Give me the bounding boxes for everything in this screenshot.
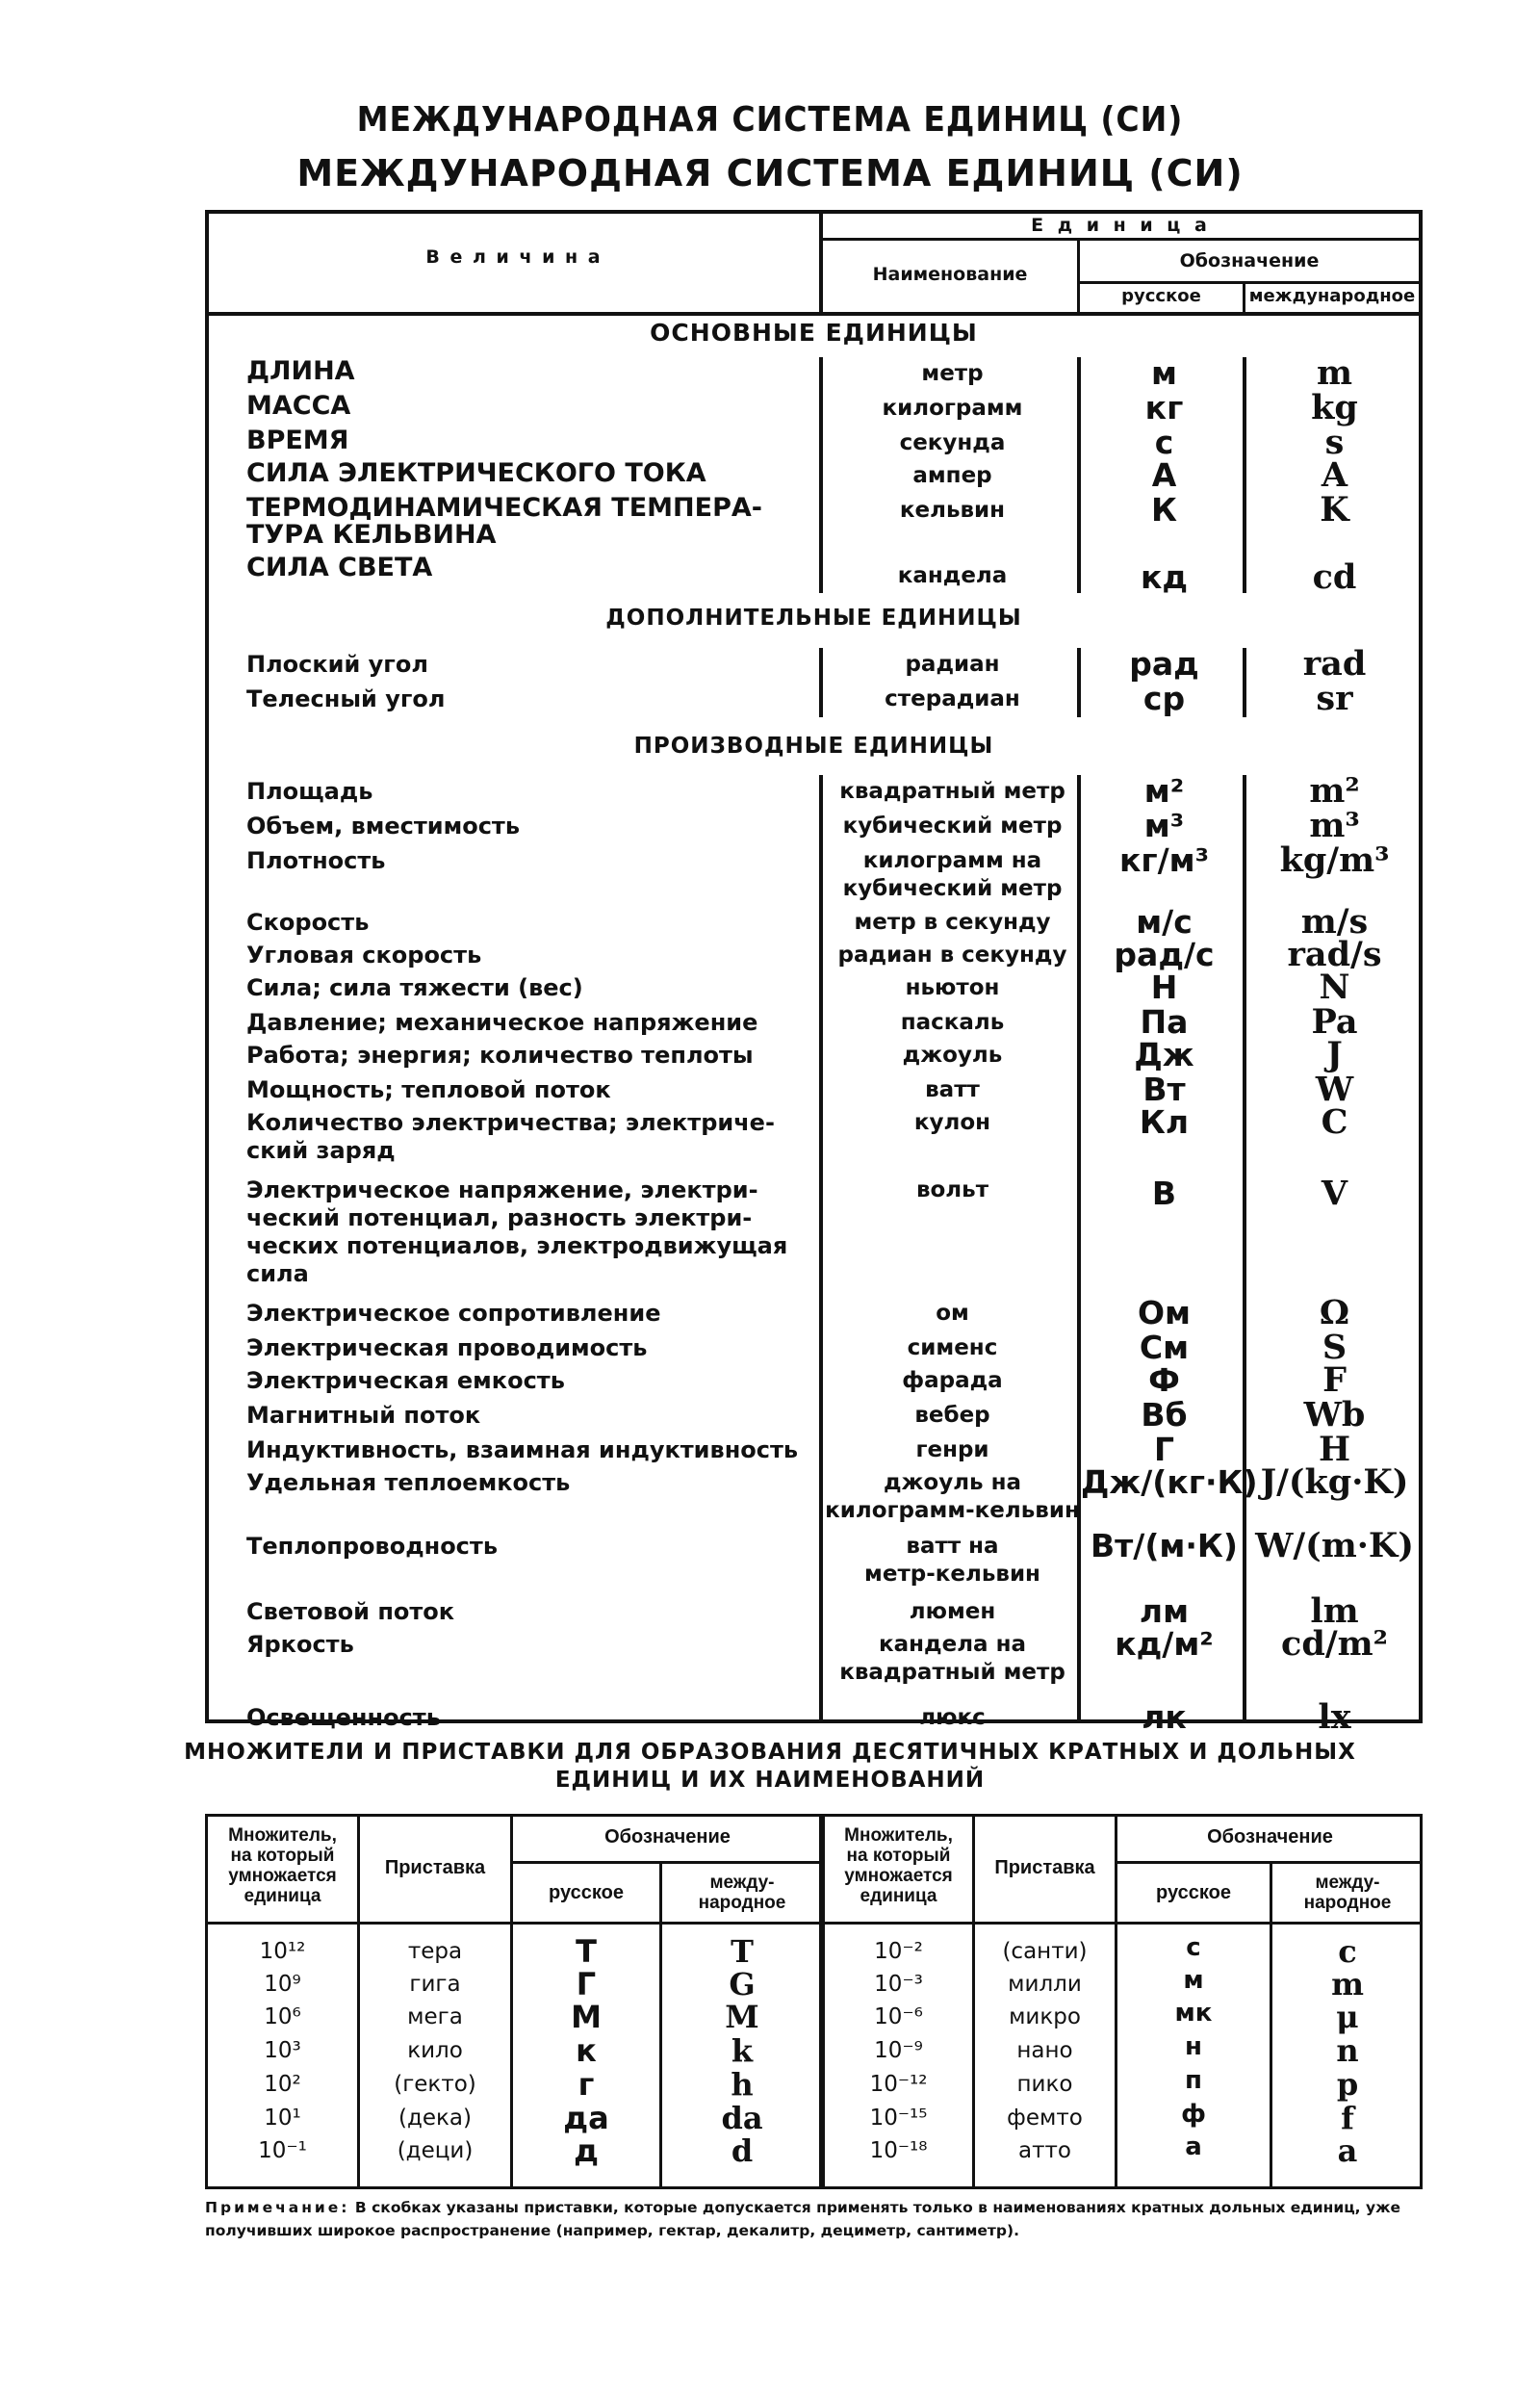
symbol-international: m² — [1309, 771, 1360, 811]
multiplier: 10⁻² — [874, 1939, 923, 1964]
symbol-international: J — [1326, 1035, 1343, 1074]
symbol-russian: кд/м² — [1115, 1625, 1214, 1663]
symbol-russian: Ом — [1137, 1294, 1192, 1331]
multiplier: 10⁻¹⁸ — [869, 2138, 928, 2163]
symbol-international: J/(kg·K) — [1260, 1462, 1409, 1502]
quantity-name: Плотность — [246, 847, 386, 874]
prefix-symbol-international: M — [725, 1999, 759, 2035]
unit-name: фарада — [902, 1368, 1003, 1393]
prefix-symbol-russian: Т — [576, 1933, 597, 1970]
symbol-russian: См — [1139, 1329, 1190, 1366]
quantity-name: Индуктивность, взаимная индуктивность — [246, 1436, 799, 1463]
quantity-name: Магнитный поток — [246, 1402, 481, 1429]
multiplier: 10⁻⁶ — [874, 2004, 923, 2029]
prefix-symbol-international: m — [1331, 1966, 1364, 2002]
prefix-name: пико — [1016, 2072, 1073, 2097]
symbol-international: m/s — [1300, 902, 1369, 942]
symbol-international: V — [1321, 1174, 1348, 1213]
multiplier: 10⁻¹⁵ — [869, 2106, 928, 2131]
quantity-name: ДЛИНА — [246, 356, 355, 386]
prefix-symbol-international: h — [731, 2066, 754, 2103]
quantity-name: Яркость — [246, 1631, 354, 1658]
prefix-symbol-russian: М — [571, 1999, 602, 2035]
multiplier: 10⁹ — [264, 1972, 301, 1997]
prefix-symbol-russian: п — [1185, 2066, 1202, 2095]
symbol-russian: ср — [1142, 680, 1186, 717]
footnote-text: В скобках указаны приставки, которые допускается применять только в наименованиях кратных дольных единиц, уже получивших широкое распространение (например, гектар, декалитр, дециметр, сантиметр). — [205, 2199, 1401, 2239]
symbol-international: rad/s — [1287, 935, 1382, 974]
multiplier: 10² — [264, 2072, 301, 2097]
prefix-symbol-international: a — [1337, 2132, 1358, 2169]
symbol-russian: Н — [1150, 969, 1178, 1006]
page-title: МЕЖДУНАРОДНАЯ СИСТЕМА ЕДИНИЦ (СИ) — [356, 100, 1184, 140]
section-title-derived: ПРОИЗВОДНЫЕ ЕДИНИЦЫ — [633, 734, 994, 759]
quantity-name: Работа; энергия; количество теплоты — [246, 1042, 754, 1069]
unit-name: ватт на метр-кельвин — [864, 1534, 1040, 1587]
header-international: международное — [1248, 286, 1416, 306]
symbol-international: C — [1321, 1102, 1348, 1142]
prefix-symbol-international: f — [1341, 2100, 1354, 2136]
unit-name: ом — [936, 1301, 969, 1326]
symbol-russian: Па — [1140, 1003, 1189, 1041]
multiplier: 10³ — [264, 2038, 301, 2063]
unit-name: кубический метр — [842, 814, 1063, 839]
symbol-russian: м/с — [1136, 903, 1193, 941]
prefix-name: (гекто) — [394, 2072, 476, 2097]
prefix-name: гига — [409, 1972, 461, 1997]
prefix-header-multiplier-right: Множитель, на который умножается единица — [844, 1825, 953, 1906]
unit-name: джоуль — [902, 1043, 1003, 1068]
unit-name: паскаль — [900, 1010, 1005, 1035]
multiplier: 10⁶ — [264, 2004, 301, 2029]
prefix-symbol-international: c — [1338, 1933, 1357, 1970]
prefix-symbol-russian: д — [574, 2132, 599, 2169]
prefix-symbol-international: k — [731, 2032, 754, 2069]
quantity-name: Освещенность — [246, 1704, 441, 1731]
symbol-russian: лм — [1139, 1592, 1190, 1630]
multiplier: 10⁻¹ — [258, 2138, 307, 2163]
prefix-name: атто — [1018, 2138, 1071, 2163]
symbol-russian: рад/с — [1114, 936, 1215, 973]
symbol-international: cd/m² — [1281, 1624, 1388, 1664]
quantity-name: Телесный угол — [246, 685, 446, 712]
prefix-header-russian-right: русское — [1156, 1882, 1231, 1903]
prefix-symbol-russian: с — [1186, 1933, 1201, 1962]
unit-name: килограмм — [882, 396, 1023, 421]
symbol-international: F — [1322, 1360, 1347, 1400]
quantity-name: Сила; сила тяжести (вес) — [246, 974, 583, 1001]
prefix-symbol-international: μ — [1336, 1999, 1359, 2035]
multiplier: 10¹ — [264, 2106, 301, 2131]
header-unit: Е д и н и ц а — [1031, 215, 1211, 236]
quantity-name: СИЛА СВЕТА — [246, 553, 433, 582]
symbol-international: sr — [1316, 679, 1353, 718]
symbol-russian: лк — [1142, 1698, 1187, 1736]
prefix-symbol-international: T — [731, 1933, 754, 1970]
prefix-symbol-russian: г — [578, 2066, 595, 2103]
symbol-international: A — [1321, 455, 1348, 495]
prefix-name: тера — [407, 1939, 463, 1964]
prefix-header-russian-left: русское — [549, 1882, 624, 1903]
unit-name: радиан в секунду — [837, 943, 1067, 968]
header-quantity: В е л и ч и н а — [425, 246, 603, 268]
symbol-russian: Вт — [1142, 1071, 1186, 1108]
unit-name: вольт — [915, 1177, 989, 1202]
prefix-header-prefix-left: Приставка — [384, 1857, 486, 1878]
quantity-name: Световой поток — [246, 1598, 455, 1625]
symbol-international: s — [1324, 423, 1345, 462]
si-units-table — [205, 210, 1423, 1737]
symbol-russian: В — [1151, 1175, 1177, 1212]
prefix-symbol-international: d — [731, 2132, 754, 2169]
unit-name: метр в секунду — [854, 910, 1051, 935]
quantity-name: Электрическое напряжение, электри- ческий потенциал, разность электри- ческих потенциалов, электродвижущая сила — [246, 1176, 788, 1287]
unit-name: секунда — [899, 430, 1006, 455]
prefix-symbol-russian: к — [576, 2032, 597, 2069]
multiplier: 10⁻³ — [874, 1972, 923, 1997]
prefix-symbol-russian: Г — [576, 1966, 597, 2002]
section-title-supplementary: ДОПОЛНИТЕЛЬНЫЕ ЕДИНИЦЫ — [605, 606, 1022, 631]
prefix-symbol-russian: да — [563, 2100, 609, 2136]
unit-name: радиан — [905, 652, 1000, 677]
prefix-name: милли — [1008, 1972, 1082, 1997]
symbol-russian: м — [1151, 354, 1177, 392]
prefix-symbol-russian: н — [1185, 2032, 1202, 2061]
unit-name: генри — [915, 1437, 989, 1462]
prefix-symbol-international: G — [729, 1966, 756, 2002]
symbol-russian: Г — [1153, 1431, 1175, 1468]
unit-name: кулон — [913, 1110, 991, 1135]
symbol-international: rad — [1302, 644, 1367, 684]
quantity-name: Давление; механическое напряжение — [246, 1009, 758, 1036]
unit-name: сименс — [907, 1335, 998, 1360]
quantity-name: Теплопроводность — [246, 1533, 498, 1560]
unit-name: кандела — [897, 563, 1008, 588]
symbol-international: Wb — [1303, 1395, 1366, 1434]
footnote — [205, 2196, 1423, 2242]
unit-name: вебер — [914, 1403, 990, 1428]
symbol-international: kg/m³ — [1279, 840, 1390, 880]
unit-name: стерадиан — [885, 686, 1020, 711]
unit-name: килограмм на кубический метр — [842, 848, 1063, 901]
prefix-name: микро — [1009, 2004, 1081, 2029]
unit-name: ампер — [912, 463, 992, 488]
prefix-header-international-left: между- народное — [698, 1873, 786, 1913]
symbol-international: cd — [1312, 557, 1357, 597]
symbol-international: Ω — [1319, 1293, 1350, 1332]
prefix-symbol-international: da — [721, 2100, 763, 2136]
quantity-name: Мощность; тепловой поток — [246, 1076, 611, 1103]
symbol-russian: кг — [1144, 389, 1184, 426]
symbol-international: N — [1319, 968, 1350, 1007]
prefix-name: (дека) — [398, 2106, 472, 2131]
symbol-international: m — [1316, 353, 1353, 393]
quantity-name: Электрическая проводимость — [246, 1334, 648, 1361]
quantity-name: Электрическая емкость — [246, 1367, 565, 1394]
symbol-international: W — [1315, 1070, 1354, 1109]
unit-name: квадратный метр — [839, 779, 1065, 804]
unit-name: ньютон — [905, 975, 1000, 1000]
unit-name: джоуль на килограмм-кельвин — [825, 1470, 1080, 1523]
symbol-russian: с — [1154, 424, 1174, 461]
prefix-name: (санти) — [1002, 1939, 1088, 1964]
symbol-russian: м³ — [1143, 807, 1185, 844]
quantity-name: Удельная теплоемкость — [246, 1469, 571, 1496]
quantity-name: Плоский угол — [246, 651, 428, 678]
header-russian: русское — [1121, 286, 1201, 306]
symbol-international: H — [1318, 1430, 1351, 1469]
prefix-header-designation-right: Обозначение — [1207, 1826, 1333, 1847]
symbol-russian: кд — [1140, 558, 1189, 596]
unit-name: люкс — [919, 1705, 986, 1730]
symbol-russian: К — [1151, 491, 1177, 529]
prefix-header-designation-left: Обозначение — [604, 1826, 731, 1847]
multiplier: 10⁻⁹ — [874, 2038, 923, 2063]
prefix-name: нано — [1016, 2038, 1073, 2063]
symbol-russian: А — [1151, 456, 1177, 494]
multiplier: 10¹² — [259, 1939, 306, 1964]
unit-name: ватт — [925, 1077, 980, 1102]
quantity-name: Площадь — [246, 778, 373, 805]
prefix-symbol-international: n — [1336, 2032, 1359, 2069]
symbol-international: Pa — [1311, 1002, 1358, 1042]
symbol-russian: Дж/(кг·К) — [1081, 1463, 1258, 1501]
unit-name: кандела на квадратный метр — [839, 1632, 1065, 1685]
quantity-name: Угловая скорость — [246, 942, 482, 969]
quantity-name: МАССА — [246, 391, 351, 421]
symbol-international: K — [1320, 490, 1349, 530]
page-title-secondary: МЕЖДУНАРОДНАЯ СИСТЕМА ЕДИНИЦ (СИ) — [296, 152, 1244, 194]
prefix-symbol-russian: м — [1183, 1966, 1204, 1995]
header-name: Наименование — [872, 264, 1028, 285]
quantity-name: Объем, вместимость — [246, 813, 521, 840]
prefix-table-title: МНОЖИТЕЛИ И ПРИСТАВКИ ДЛЯ ОБРАЗОВАНИЯ ДЕСЯТИЧНЫХ КРАТНЫХ И ДОЛЬНЫХ ЕДИНИЦ И ИХ НАИМЕНОВАНИЙ — [184, 1740, 1356, 1793]
prefix-name: фемто — [1007, 2106, 1083, 2131]
header-designation: Обозначение — [1179, 250, 1320, 271]
section-title-base: ОСНОВНЫЕ ЕДИНИЦЫ — [650, 319, 978, 347]
quantity-name: Скорость — [246, 909, 370, 936]
prefix-header-international-right: между- народное — [1303, 1873, 1392, 1913]
unit-name: кельвин — [899, 498, 1006, 523]
symbol-russian: Дж — [1134, 1036, 1194, 1073]
quantity-name: Количество электричества; электриче- ский заряд — [246, 1109, 775, 1164]
prefix-symbol-russian: ф — [1181, 2100, 1206, 2129]
symbol-international: lm — [1310, 1591, 1359, 1631]
unit-name: люмен — [909, 1599, 996, 1624]
prefix-header-multiplier-left: Множитель, на который умножается единица — [228, 1825, 337, 1906]
prefix-symbol-russian: мк — [1174, 1999, 1213, 2028]
symbol-russian: Ф — [1148, 1361, 1180, 1399]
symbol-russian: Вб — [1141, 1396, 1188, 1434]
symbol-russian: кг/м³ — [1118, 841, 1210, 879]
symbol-international: W/(m·K) — [1255, 1526, 1414, 1565]
symbol-international: lx — [1318, 1697, 1351, 1737]
symbol-russian: Кл — [1139, 1103, 1190, 1141]
prefix-name: кило — [407, 2038, 463, 2063]
symbol-international: S — [1322, 1328, 1348, 1367]
unit-name: метр — [921, 361, 984, 386]
symbol-international: kg — [1311, 388, 1358, 427]
quantity-name: СИЛА ЭЛЕКТРИЧЕСКОГО ТОКА — [246, 458, 706, 488]
quantity-name: ВРЕМЯ — [246, 426, 349, 455]
symbol-russian: рад — [1129, 645, 1199, 683]
prefix-table — [205, 1814, 1423, 2189]
prefix-name: (деци) — [397, 2138, 474, 2163]
prefix-symbol-international: p — [1336, 2066, 1359, 2103]
symbol-international: m³ — [1309, 806, 1360, 845]
symbol-russian: Вт/(м·К) — [1091, 1527, 1238, 1564]
quantity-name: ТЕРМОДИНАМИЧЕСКАЯ ТЕМПЕРА- ТУРА КЕЛЬВИНА — [246, 493, 762, 550]
prefix-header-prefix-right: Приставка — [994, 1857, 1095, 1878]
footnote-label: Примечание: — [205, 2199, 350, 2216]
symbol-russian: м² — [1143, 772, 1185, 810]
prefix-name: мега — [407, 2004, 463, 2029]
quantity-name: Электрическое сопротивление — [246, 1300, 661, 1327]
multiplier: 10⁻¹² — [869, 2072, 928, 2097]
prefix-symbol-russian: а — [1185, 2132, 1202, 2161]
